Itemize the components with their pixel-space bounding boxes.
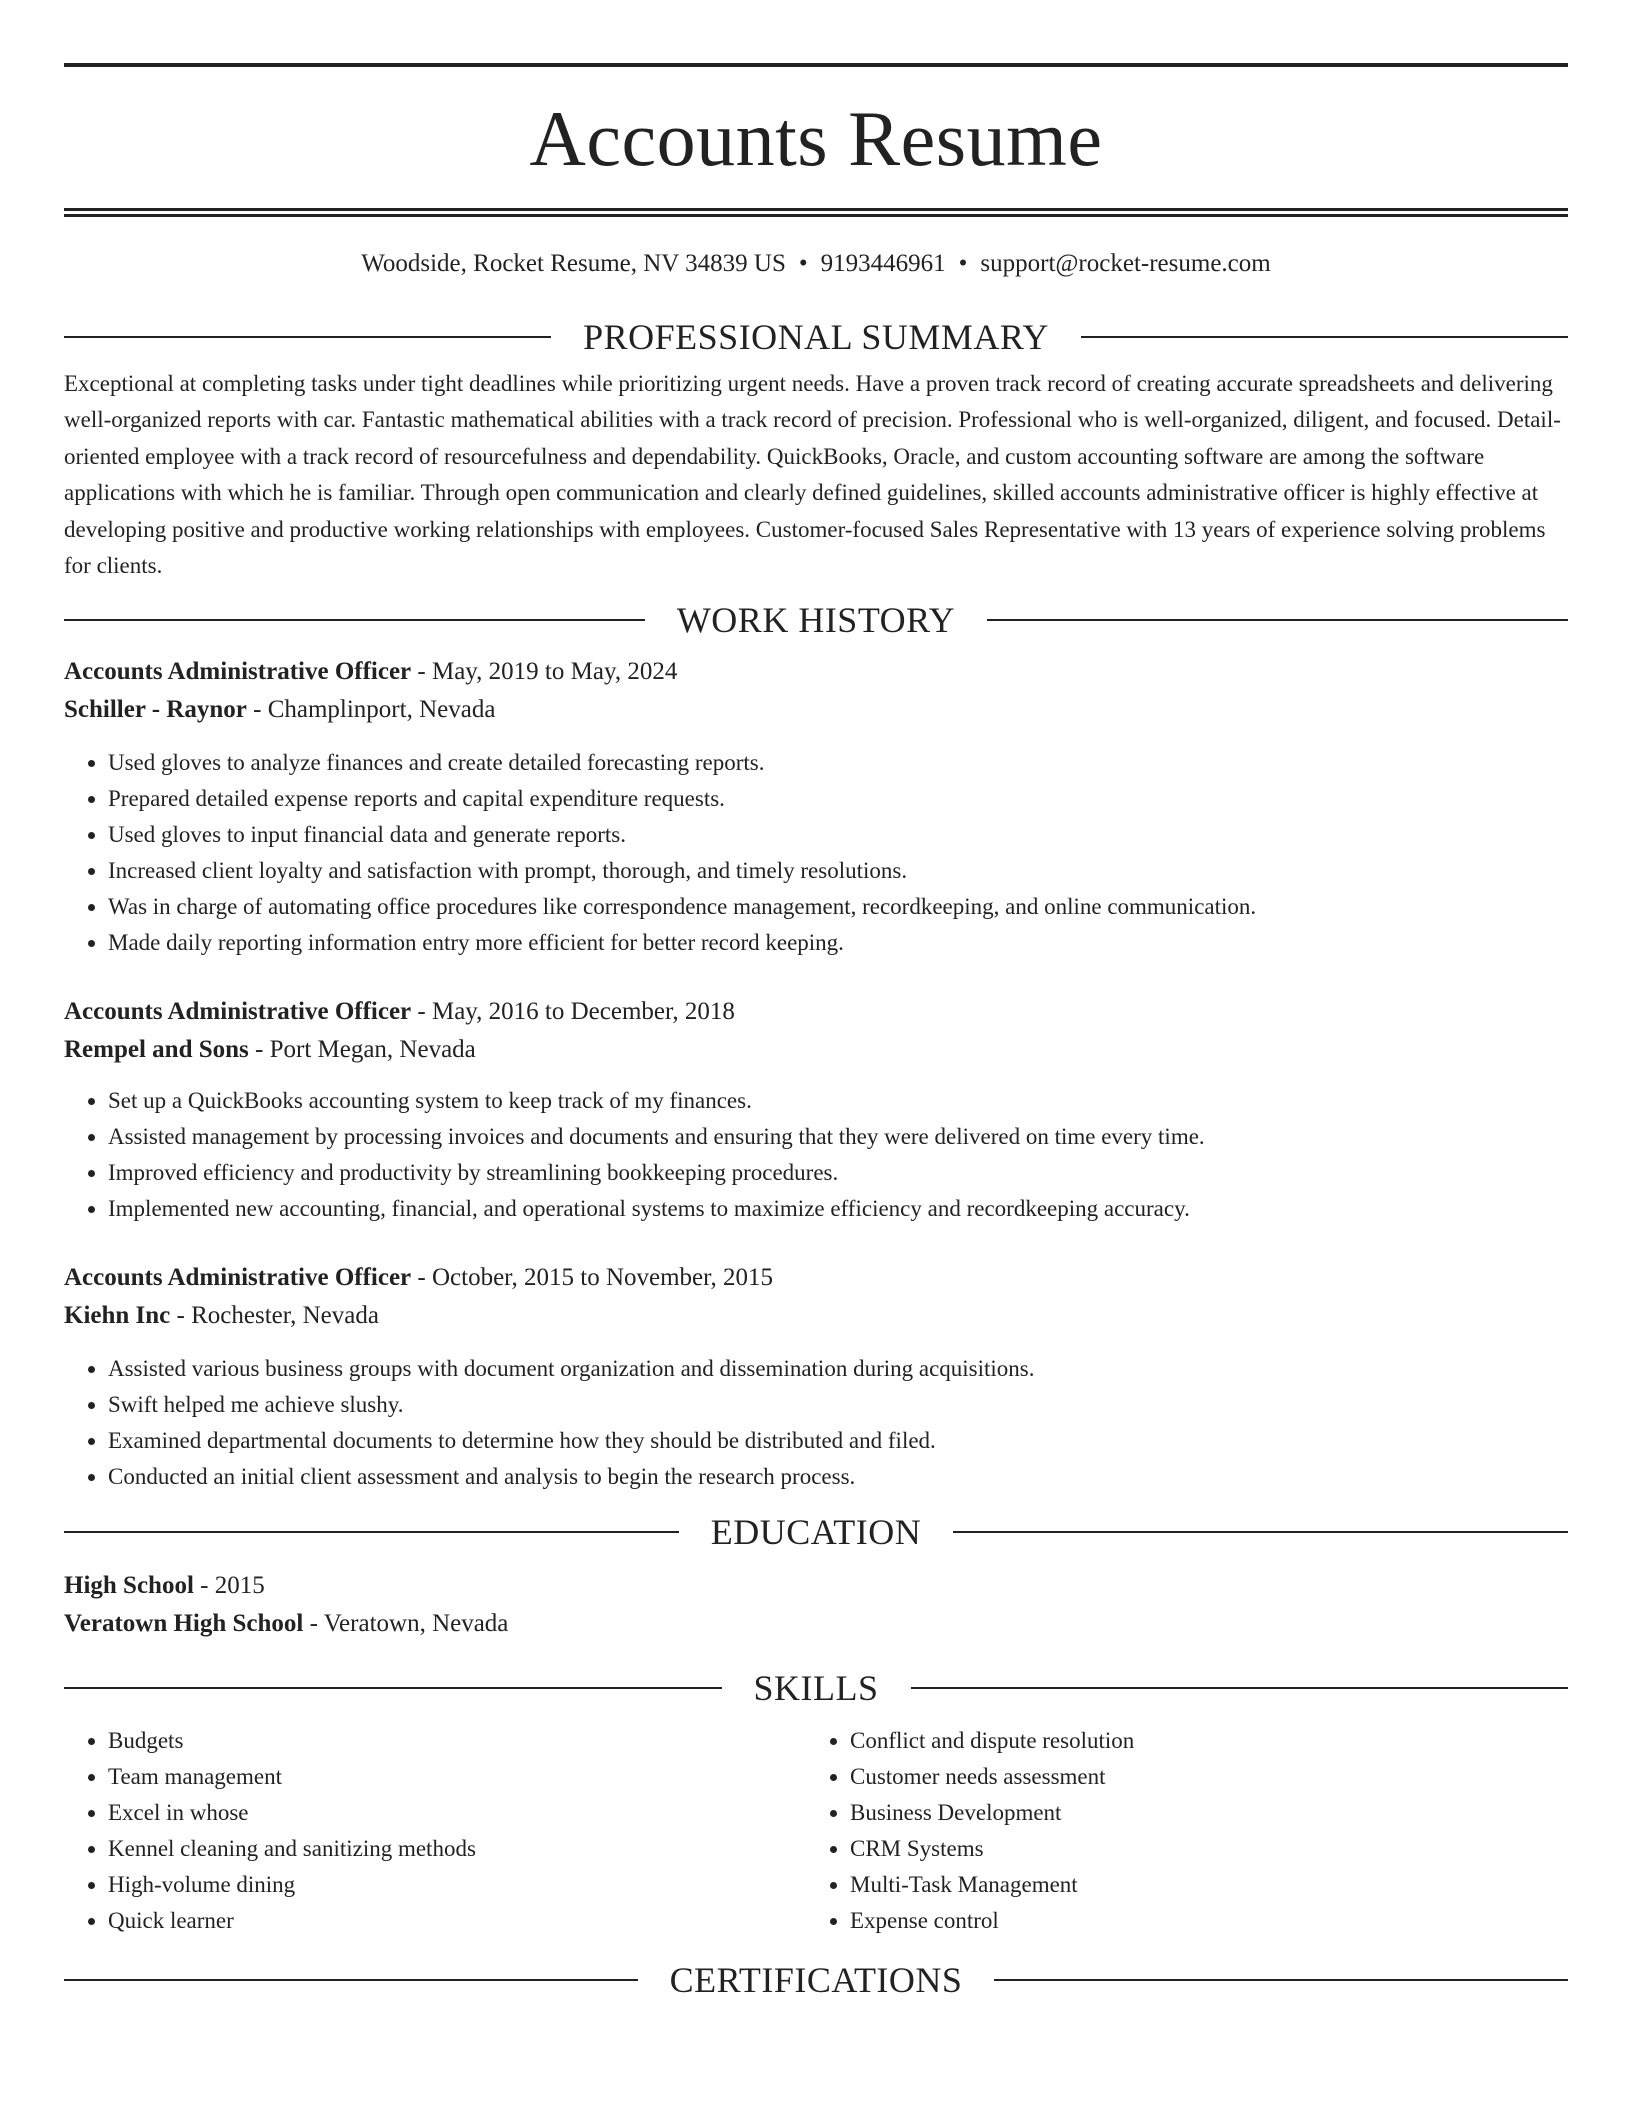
job-bullet: • Assisted management by processing invoices and documents and ensuring that they were delivered on time every time. xyxy=(108,1119,1568,1155)
job-bullet: • Swift helped me achieve slushy. xyxy=(108,1387,1568,1423)
education-degree: High School xyxy=(64,1572,194,1600)
education-degree-line xyxy=(64,1567,1568,1605)
top-rule xyxy=(64,63,1568,67)
section-rule-left xyxy=(64,1531,679,1533)
section-title-certifications: CERTIFICATIONS xyxy=(669,1960,963,2001)
education-school: Veratown High School xyxy=(64,1610,304,1638)
job-title-line xyxy=(64,993,1568,1031)
job-bullets xyxy=(64,1083,1568,1227)
job-dates: - October, 2015 to November, 2015 xyxy=(411,1264,773,1292)
section-rule-left xyxy=(64,336,551,338)
section-header-work xyxy=(64,599,1568,641)
section-rule-right xyxy=(987,619,1568,621)
job-bullet: • Examined departmental documents to determine how they should be distributed and filed. xyxy=(108,1423,1568,1459)
section-header-certifications xyxy=(64,1959,1568,2001)
skill-item: • Expense control xyxy=(850,1903,1548,1939)
section-title-skills: SKILLS xyxy=(753,1668,879,1709)
skills-grid xyxy=(64,1723,1568,1939)
skill-item: • Kennel cleaning and sanitizing methods xyxy=(108,1831,806,1867)
skills-column-left xyxy=(64,1723,806,1939)
skill-item: • Multi-Task Management xyxy=(850,1867,1548,1903)
job-bullet: • Conducted an initial client assessment and analysis to begin the research process. xyxy=(108,1459,1568,1495)
section-rule-right xyxy=(994,1979,1568,1981)
section-title-work: WORK HISTORY xyxy=(676,600,956,641)
job-location: - Port Megan, Nevada xyxy=(248,1036,476,1064)
job-bullet: • Assisted various business groups with document organization and dissemination during acquisitions. xyxy=(108,1351,1568,1387)
job-bullet: • Used gloves to analyze finances and create detailed forecasting reports. xyxy=(108,745,1568,781)
job-entry xyxy=(64,993,1568,1227)
skills-list xyxy=(806,1723,1548,1939)
job-bullet: • Was in charge of automating office procedures like correspondence management, recordkeeping, and online communication. xyxy=(108,889,1568,925)
section-rule-right xyxy=(1081,336,1568,338)
job-title: Accounts Administrative Officer xyxy=(64,658,412,686)
job-company-line xyxy=(64,691,1568,729)
section-rule-left xyxy=(64,1979,638,1981)
job-bullets xyxy=(64,1351,1568,1495)
section-rule-left xyxy=(64,619,645,621)
job-title: Accounts Administrative Officer xyxy=(64,998,412,1026)
section-header-education xyxy=(64,1511,1568,1553)
professional-summary: Exceptional at completing tasks under tight deadlines while prioritizing urgent needs. Have a proven track record of creating accurate spreadsheets and delivering well-organized reports with car. Fantastic mathematical abilities with a track record of precision. Professional who is well-organized, diligent, and focused. Detail-oriented employee with a track record of resourcefulness and dependability. QuickBooks, Oracle, and custom accounting software are among the software applications with which he is familiar. Through open communication and clearly defined guidelines, skilled accounts administrative officer is highly effective at developing positive and productive working relationships with employees. Customer-focused Sales Representative with 13 years of experience solving problems for clients. xyxy=(64,371,1561,579)
skill-item: • Team management xyxy=(108,1759,806,1795)
section-rule-left xyxy=(64,1687,722,1689)
job-bullet: • Increased client loyalty and satisfaction with prompt, thorough, and timely resolutions. xyxy=(108,853,1568,889)
skill-item: • Quick learner xyxy=(108,1903,806,1939)
job-dates: - May, 2016 to December, 2018 xyxy=(411,998,735,1026)
skill-item: • Business Development xyxy=(850,1795,1548,1831)
section-header-skills xyxy=(64,1667,1568,1709)
job-company: Rempel and Sons xyxy=(64,1036,249,1064)
skill-item: • CRM Systems xyxy=(850,1831,1548,1867)
contact-line xyxy=(64,248,1568,280)
job-location: - Champlinport, Nevada xyxy=(246,696,496,724)
skills-column-right xyxy=(806,1723,1548,1939)
skills-list xyxy=(64,1723,806,1939)
contact-address: Woodside, Rocket Resume, NV 34839 US xyxy=(361,250,786,277)
job-company: Schiller - Raynor xyxy=(64,696,247,724)
skill-item: • Excel in whose xyxy=(108,1795,806,1831)
skill-item: • Budgets xyxy=(108,1723,806,1759)
education-year: - 2015 xyxy=(193,1572,265,1600)
job-title: Accounts Administrative Officer xyxy=(64,1264,412,1292)
skill-item: • Conflict and dispute resolution xyxy=(850,1723,1548,1759)
title-double-rule xyxy=(64,208,1568,217)
contact-separator: • xyxy=(798,250,808,277)
education-entry xyxy=(64,1567,1568,1643)
contact-email: support@rocket-resume.com xyxy=(980,250,1271,277)
resume-page xyxy=(64,0,1568,2001)
section-rule-right xyxy=(953,1531,1568,1533)
job-bullet: • Used gloves to input financial data and generate reports. xyxy=(108,817,1568,853)
skill-item: • Customer needs assessment xyxy=(850,1759,1548,1795)
job-bullet: • Implemented new accounting, financial, and operational systems to maximize efficiency and recordkeeping accuracy. xyxy=(108,1191,1568,1227)
job-title-line xyxy=(64,1259,1568,1297)
section-header-summary xyxy=(64,316,1568,358)
section-rule-right xyxy=(911,1687,1569,1689)
education-location: - Veratown, Nevada xyxy=(303,1610,509,1638)
skill-item: • High-volume dining xyxy=(108,1867,806,1903)
job-bullet: • Made daily reporting information entry more efficient for better record keeping. xyxy=(108,925,1568,961)
job-entry xyxy=(64,1259,1568,1495)
contact-phone: 9193446961 xyxy=(820,250,946,277)
job-company-line xyxy=(64,1297,1568,1335)
section-title-summary: PROFESSIONAL SUMMARY xyxy=(583,317,1049,357)
section-title-education: EDUCATION xyxy=(710,1512,922,1553)
job-bullets xyxy=(64,745,1568,961)
job-company: Kiehn Inc xyxy=(64,1302,171,1330)
job-location: - Rochester, Nevada xyxy=(170,1302,379,1330)
education-school-line xyxy=(64,1605,1568,1643)
contact-separator: • xyxy=(958,250,968,277)
job-entry xyxy=(64,653,1568,961)
job-company-line xyxy=(64,1031,1568,1069)
job-bullet: • Prepared detailed expense reports and capital expenditure requests. xyxy=(108,781,1568,817)
job-title-line xyxy=(64,653,1568,691)
job-dates: - May, 2019 to May, 2024 xyxy=(411,658,678,686)
job-bullet: • Improved efficiency and productivity by streamlining bookkeeping procedures. xyxy=(108,1155,1568,1191)
resume-title: Accounts Resume xyxy=(529,95,1103,182)
job-bullet: • Set up a QuickBooks accounting system to keep track of my finances. xyxy=(108,1083,1568,1119)
